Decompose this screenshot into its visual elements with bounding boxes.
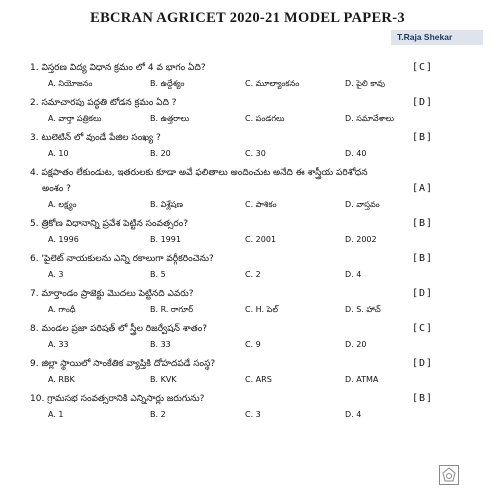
options-row — [30, 232, 465, 248]
option-d: D. పైలి కావు — [345, 79, 386, 88]
watermark-stamp-icon — [439, 465, 459, 485]
answer-key: [B] — [412, 132, 434, 143]
options-row — [30, 111, 465, 127]
question-text: 7. మార్తాండం ప్రాజెక్టు మొదలు పెట్టినది ఎవరు? — [30, 289, 194, 299]
option-b: B. R. రాగూర్ — [150, 305, 194, 314]
option-a: A. వార్తా పత్రికలు — [48, 114, 102, 123]
option-c: C. మూల్యాంకనం — [245, 79, 300, 88]
option-b: B. 33 — [150, 340, 171, 349]
option-a: A. లక్ష్యం — [48, 200, 77, 209]
option-d: D. 20 — [345, 340, 367, 349]
option-d: D. వాస్తవం — [345, 200, 380, 209]
option-d: D. సమావేశాలు — [345, 114, 395, 123]
question-item — [30, 356, 465, 388]
option-b: B. ఉత్తరాలు — [150, 114, 190, 123]
answer-key: [C] — [412, 323, 434, 334]
option-b: B. KVK — [150, 375, 177, 384]
answer-key: [A] — [412, 183, 434, 194]
question-text-continued: అంశం ? — [42, 184, 71, 194]
options-row — [30, 146, 465, 162]
option-a: A. RBK — [48, 375, 75, 384]
options-row — [30, 267, 465, 283]
question-text: 2. సమాచారపు పద్ధతి టోడన క్రమం ఏది ? — [30, 98, 177, 108]
answer-key: [C] — [412, 62, 434, 73]
option-d: D. S. హాచ్ — [345, 305, 381, 314]
options-row — [30, 302, 465, 318]
question-line — [30, 60, 465, 76]
question-line — [30, 391, 465, 407]
question-line — [30, 286, 465, 302]
option-d: D. ATMA — [345, 375, 379, 384]
question-text: 8. మండల ప్రజా పరిషత్ లో స్త్రీల రిజర్వేషన్ శాతం? — [30, 324, 208, 334]
answer-key: [D] — [412, 358, 434, 369]
question-line — [30, 251, 465, 267]
option-a: A. 1 — [48, 410, 64, 419]
option-b: B. విశ్లేషణ — [150, 200, 183, 209]
answer-key: [D] — [412, 97, 434, 108]
option-d: D. 4 — [345, 410, 362, 419]
option-a: A. 10 — [48, 149, 69, 158]
answer-key: [D] — [412, 288, 434, 299]
question-item — [30, 321, 465, 353]
question-text: 10. గ్రామసభ సంవత్సరానికి ఎన్నిసార్లు జరుగును? — [30, 394, 205, 404]
question-line — [30, 165, 465, 181]
question-text: 4. పక్షపాతం లేకుండుట, ఇతరులకు కూడా అవే ఫలితాలు అందించుట అనేది ఈ శాస్త్రీయ పరిశోధన — [30, 168, 368, 178]
option-c: C. 3 — [245, 410, 261, 419]
question-line — [30, 216, 465, 232]
options-row — [30, 337, 465, 353]
question-text: 9. జిల్లా స్థాయిలో సాంకేతిక వ్యాప్తికి దోహదపడే సంస్థ? — [30, 359, 216, 369]
answer-key: [B] — [412, 218, 434, 229]
option-b: B. 5 — [150, 270, 166, 279]
question-line — [30, 356, 465, 372]
option-b: B. 2 — [150, 410, 166, 419]
question-item — [30, 216, 465, 248]
question-text: 3. టులెటిన్ లో వుండే పేజిల సంఖ్య ? — [30, 133, 161, 143]
option-c: C. ARS — [245, 375, 272, 384]
option-c: C. పాశికం — [245, 200, 277, 209]
answer-key: [B] — [412, 393, 434, 404]
options-row — [30, 76, 465, 92]
question-line — [30, 95, 465, 111]
question-item — [30, 391, 465, 423]
option-c: C. 2001 — [245, 235, 277, 244]
question-item — [30, 130, 465, 162]
page-title: EBCRAN AGRICET 2020-21 MODEL PAPER-3 — [90, 10, 405, 26]
options-row — [30, 372, 465, 388]
question-item — [30, 165, 465, 213]
option-d: D. 2002 — [345, 235, 377, 244]
author-badge: T.Raja Shekar — [391, 30, 483, 45]
option-d: D. 40 — [345, 149, 367, 158]
option-a: A. నియోజనం — [48, 79, 93, 88]
question-text: 6. 'పైలెట్ నాయకులను ఎన్ని రకాలుగా వర్గీకరించెను? — [30, 254, 214, 264]
option-b: B. 1991 — [150, 235, 181, 244]
question-text: 5. త్రికోణ విధానాన్ని ప్రవేశ పెట్టిన సంవత్సరం? — [30, 219, 189, 229]
question-list — [30, 60, 465, 426]
question-line — [30, 321, 465, 337]
answer-key: [B] — [412, 253, 434, 264]
option-b: B. 20 — [150, 149, 171, 158]
option-c: C. H. పెల్ — [245, 305, 278, 314]
option-c: C. పండగలు — [245, 114, 285, 123]
question-text: 1. విస్తరణ విద్య విధాన క్రమం లో 4 వ భాగం ఏది? — [30, 63, 206, 73]
option-c: C. 9 — [245, 340, 261, 349]
question-item — [30, 60, 465, 92]
question-item — [30, 251, 465, 283]
options-row — [30, 407, 465, 423]
option-b: B. ఉద్దేశ్యం — [150, 79, 185, 88]
option-c: C. 30 — [245, 149, 266, 158]
question-item — [30, 95, 465, 127]
option-a: A. 3 — [48, 270, 64, 279]
option-a: A. 33 — [48, 340, 69, 349]
question-item — [30, 286, 465, 318]
option-c: C. 2 — [245, 270, 261, 279]
question-line — [30, 181, 465, 197]
option-a: A. గాంధీ — [48, 305, 76, 314]
option-d: D. 4 — [345, 270, 362, 279]
option-a: A. 1996 — [48, 235, 79, 244]
options-row — [30, 197, 465, 213]
question-line — [30, 130, 465, 146]
